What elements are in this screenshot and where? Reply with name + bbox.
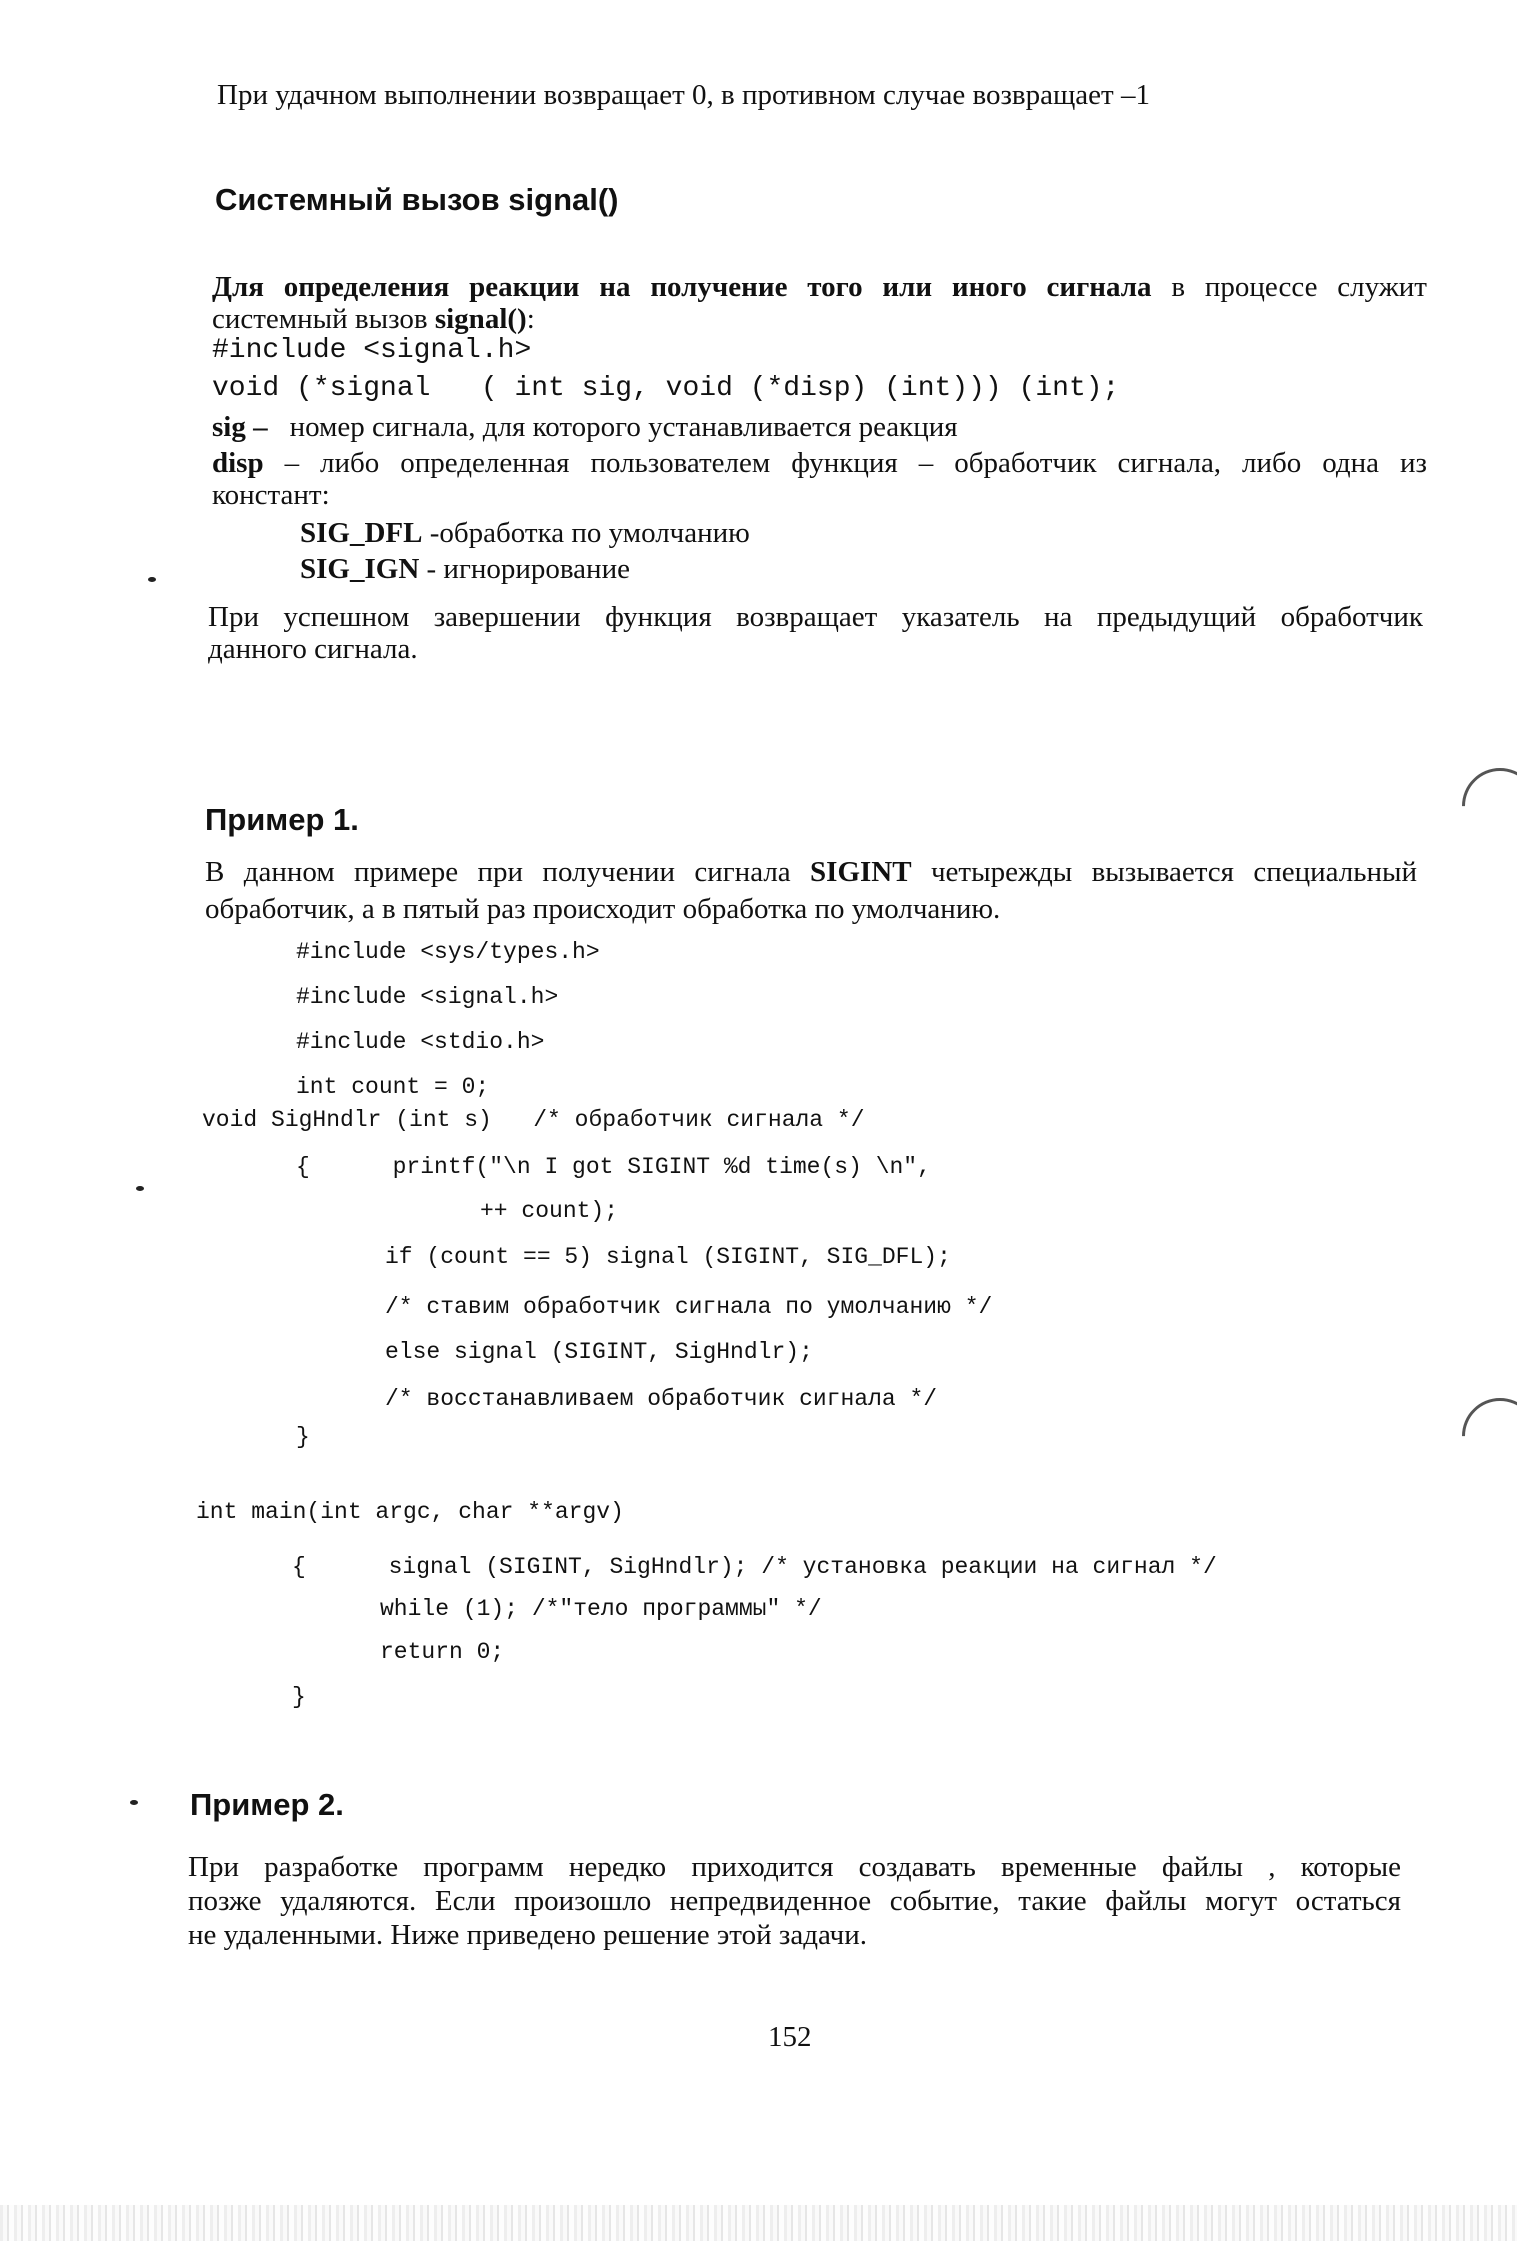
code-include-signal: #include <signal.h> — [212, 335, 532, 366]
scan-speck — [148, 577, 156, 582]
code-line: /* ставим обработчик сигнала по умолчанию */ — [385, 1294, 993, 1320]
const-sig-dfl-desc: -обработка по умолчанию — [422, 517, 750, 549]
top-line: При удачном выполнении возвращает 0, в противном случае возвращает –1 — [217, 79, 1150, 111]
code-line: int count = 0; — [296, 1074, 490, 1100]
page-number: 152 — [768, 2021, 812, 2053]
example2-heading: Пример 2. — [190, 1787, 344, 1822]
punch-hole-top — [1446, 752, 1517, 859]
signal-intro-line-1 — [212, 270, 1427, 304]
param-disp-line-2: констант: — [212, 479, 330, 511]
code-line: int main(int argc, char **argv) — [196, 1499, 624, 1525]
const-sig-dfl — [300, 516, 750, 550]
const-sig-ign-name: SIG_IGN — [300, 553, 420, 585]
param-disp-desc: – либо определенная пользователем функция – обработчик сигнала, либо одна из — [263, 447, 1427, 479]
example1-text-b: четырежды вызывается специальный — [911, 856, 1417, 888]
example2-line-1: При разработке программ нередко приходится создавать временные файлы , которые — [188, 1851, 1401, 1883]
signal-intro-rest: в процессе служит — [1151, 271, 1427, 303]
signal-result-line-2: данного сигнала. — [208, 633, 418, 665]
example2-line-2: позже удаляются. Если произошло непредвиденное событие, такие файлы могут остаться — [188, 1885, 1401, 1917]
signal-result-line-1: При успешном завершении функция возвращает указатель на предыдущий обработчик — [208, 601, 1423, 633]
code-line: } — [296, 1424, 310, 1450]
punch-hole-bottom — [1446, 1382, 1517, 1489]
section-heading-signal: Системный вызов signal() — [215, 182, 619, 217]
param-sig-term: sig – — [212, 411, 268, 443]
example1-text-line-2: обработчик, а в пятый раз происходит обработка по умолчанию. — [205, 893, 1001, 925]
signal-intro-colon: : — [526, 303, 535, 335]
code-line: #include <sys/types.h> — [296, 939, 600, 965]
code-line: void SigHndlr (int s) /* обработчик сигнала */ — [202, 1107, 865, 1133]
code-signal-prototype: void (*signal ( int sig, void (*disp) (int))) (int); — [212, 373, 1120, 404]
code-line: if (count == 5) signal (SIGINT, SIG_DFL); — [385, 1244, 951, 1270]
param-disp-term: disp — [212, 447, 264, 479]
signal-intro-bold: Для определения реакции на получение того или иного сигнала — [212, 271, 1152, 303]
code-line: /* восстанавливаем обработчик сигнала */ — [385, 1386, 938, 1412]
example1-text-a: В данном примере при получении сигнала — [205, 856, 811, 888]
example1-heading: Пример 1. — [205, 802, 359, 837]
signal-intro-line-2 — [212, 302, 535, 336]
const-sig-dfl-name: SIG_DFL — [300, 517, 423, 549]
signal-intro-text: системный вызов — [212, 303, 435, 335]
example2-line-3: не удаленными. Ниже приведено решение этой задачи. — [188, 1919, 868, 1951]
param-disp-line-1 — [212, 446, 1427, 480]
const-sig-ign-desc: - игнорирование — [419, 553, 630, 585]
code-line: } — [292, 1684, 306, 1710]
example1-sigint: SIGINT — [810, 856, 912, 888]
example1-text-line-1 — [205, 855, 1417, 889]
code-line: #include <signal.h> — [296, 984, 559, 1010]
code-line: return 0; — [380, 1639, 505, 1665]
signal-func-name: signal() — [434, 303, 527, 335]
code-line: { signal (SIGINT, SigHndlr); /* установка реакции на сигнал */ — [292, 1554, 1217, 1580]
scan-noise-strip — [0, 2205, 1517, 2241]
code-line: while (1); /*"тело программы" */ — [380, 1596, 822, 1622]
param-sig — [212, 410, 958, 444]
code-line: else signal (SIGINT, SigHndlr); — [385, 1339, 813, 1365]
code-line: ++ count); — [480, 1198, 619, 1224]
scan-speck — [130, 1800, 138, 1805]
code-line: { printf("\n I got SIGINT %d time(s) \n", — [296, 1154, 931, 1180]
param-sig-desc: номер сигнала, для которого устанавливается реакция — [289, 411, 958, 443]
const-sig-ign — [300, 552, 630, 586]
scan-speck — [136, 1186, 144, 1191]
code-line: #include <stdio.h> — [296, 1029, 545, 1055]
